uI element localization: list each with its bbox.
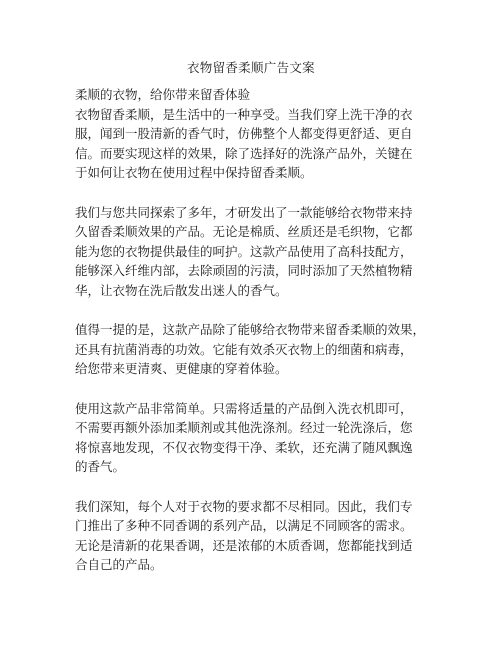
text-line: 于如何让衣物在使用过程中保持留香柔顺。 <box>75 165 313 180</box>
paragraph-2 <box>75 203 427 301</box>
paragraph-spacer <box>75 477 427 497</box>
text-line: 使用这款产品非常简单。只需将适量的产品倒入洗衣机即可， <box>75 400 413 416</box>
document-body <box>75 85 427 575</box>
text-line: 我们深知，每个人对于衣物的要求都不尽相同。因此，我们专 <box>75 498 413 514</box>
paragraph-1 <box>75 85 427 183</box>
text-line: 衣物留香柔顺，是生活中的一种享受。当我们穿上洗干净的衣 <box>75 106 413 122</box>
text-line: 能够深入纤维内部，去除顽固的污渍，同时添加了天然植物精 <box>75 263 413 278</box>
text-line: 久留香柔顺效果的产品。无论是棉质、丝质还是毛织物，它都 <box>75 224 413 239</box>
paragraph-4 <box>75 399 427 477</box>
document-title: 衣物留香柔顺广告文案 <box>186 60 315 75</box>
text-line: 的香气。 <box>75 459 126 474</box>
paragraph-spacer <box>75 379 427 399</box>
text-line: 门推出了多种不同香调的系列产品，以满足不同顾客的需求。 <box>75 518 413 533</box>
text-line: 将惊喜地发现，不仅衣物变得干净、柔软，还充满了随风飘逸 <box>75 439 413 455</box>
text-line: 信。而要实现这样的效果，除了选择好的洗涤产品外，关键在 <box>75 145 413 161</box>
text-line: 服，闻到一股清新的香气时，仿佛整个人都变得更舒适、更自 <box>75 126 413 141</box>
paragraph-spacer <box>75 183 427 203</box>
text-line: 我们与您共同探索了多年，才研发出了一款能够给衣物带来持 <box>75 204 413 220</box>
text-line: 能为您的衣物提供最佳的呵护。这款产品使用了高科技配方， <box>75 243 413 259</box>
text-line: 值得一提的是，这款产品除了能够给衣物带来留香柔顺的效果， <box>75 322 426 337</box>
text-line: 无论是清新的花果香调，还是浓郁的木质香调，您都能找到适 <box>75 537 413 553</box>
text-line: 合自己的产品。 <box>75 557 163 572</box>
text-line: 还具有抗菌消毒的功效。它能有效杀灭衣物上的细菌和病毒， <box>75 341 413 357</box>
text-line: 柔顺的衣物，给你带来留香体验 <box>75 87 251 102</box>
paragraph-3 <box>75 320 427 379</box>
paragraph-5 <box>75 497 427 575</box>
text-line: 不需要再额外添加柔顺剂或其他洗涤剂。经过一轮洗涤后，您 <box>75 420 413 435</box>
text-line: 给您带来更清爽、更健康的穿着体验。 <box>75 361 288 376</box>
paragraph-spacer <box>75 300 427 320</box>
text-line: 华，让衣物在洗后散发出迷人的香气。 <box>75 282 288 298</box>
